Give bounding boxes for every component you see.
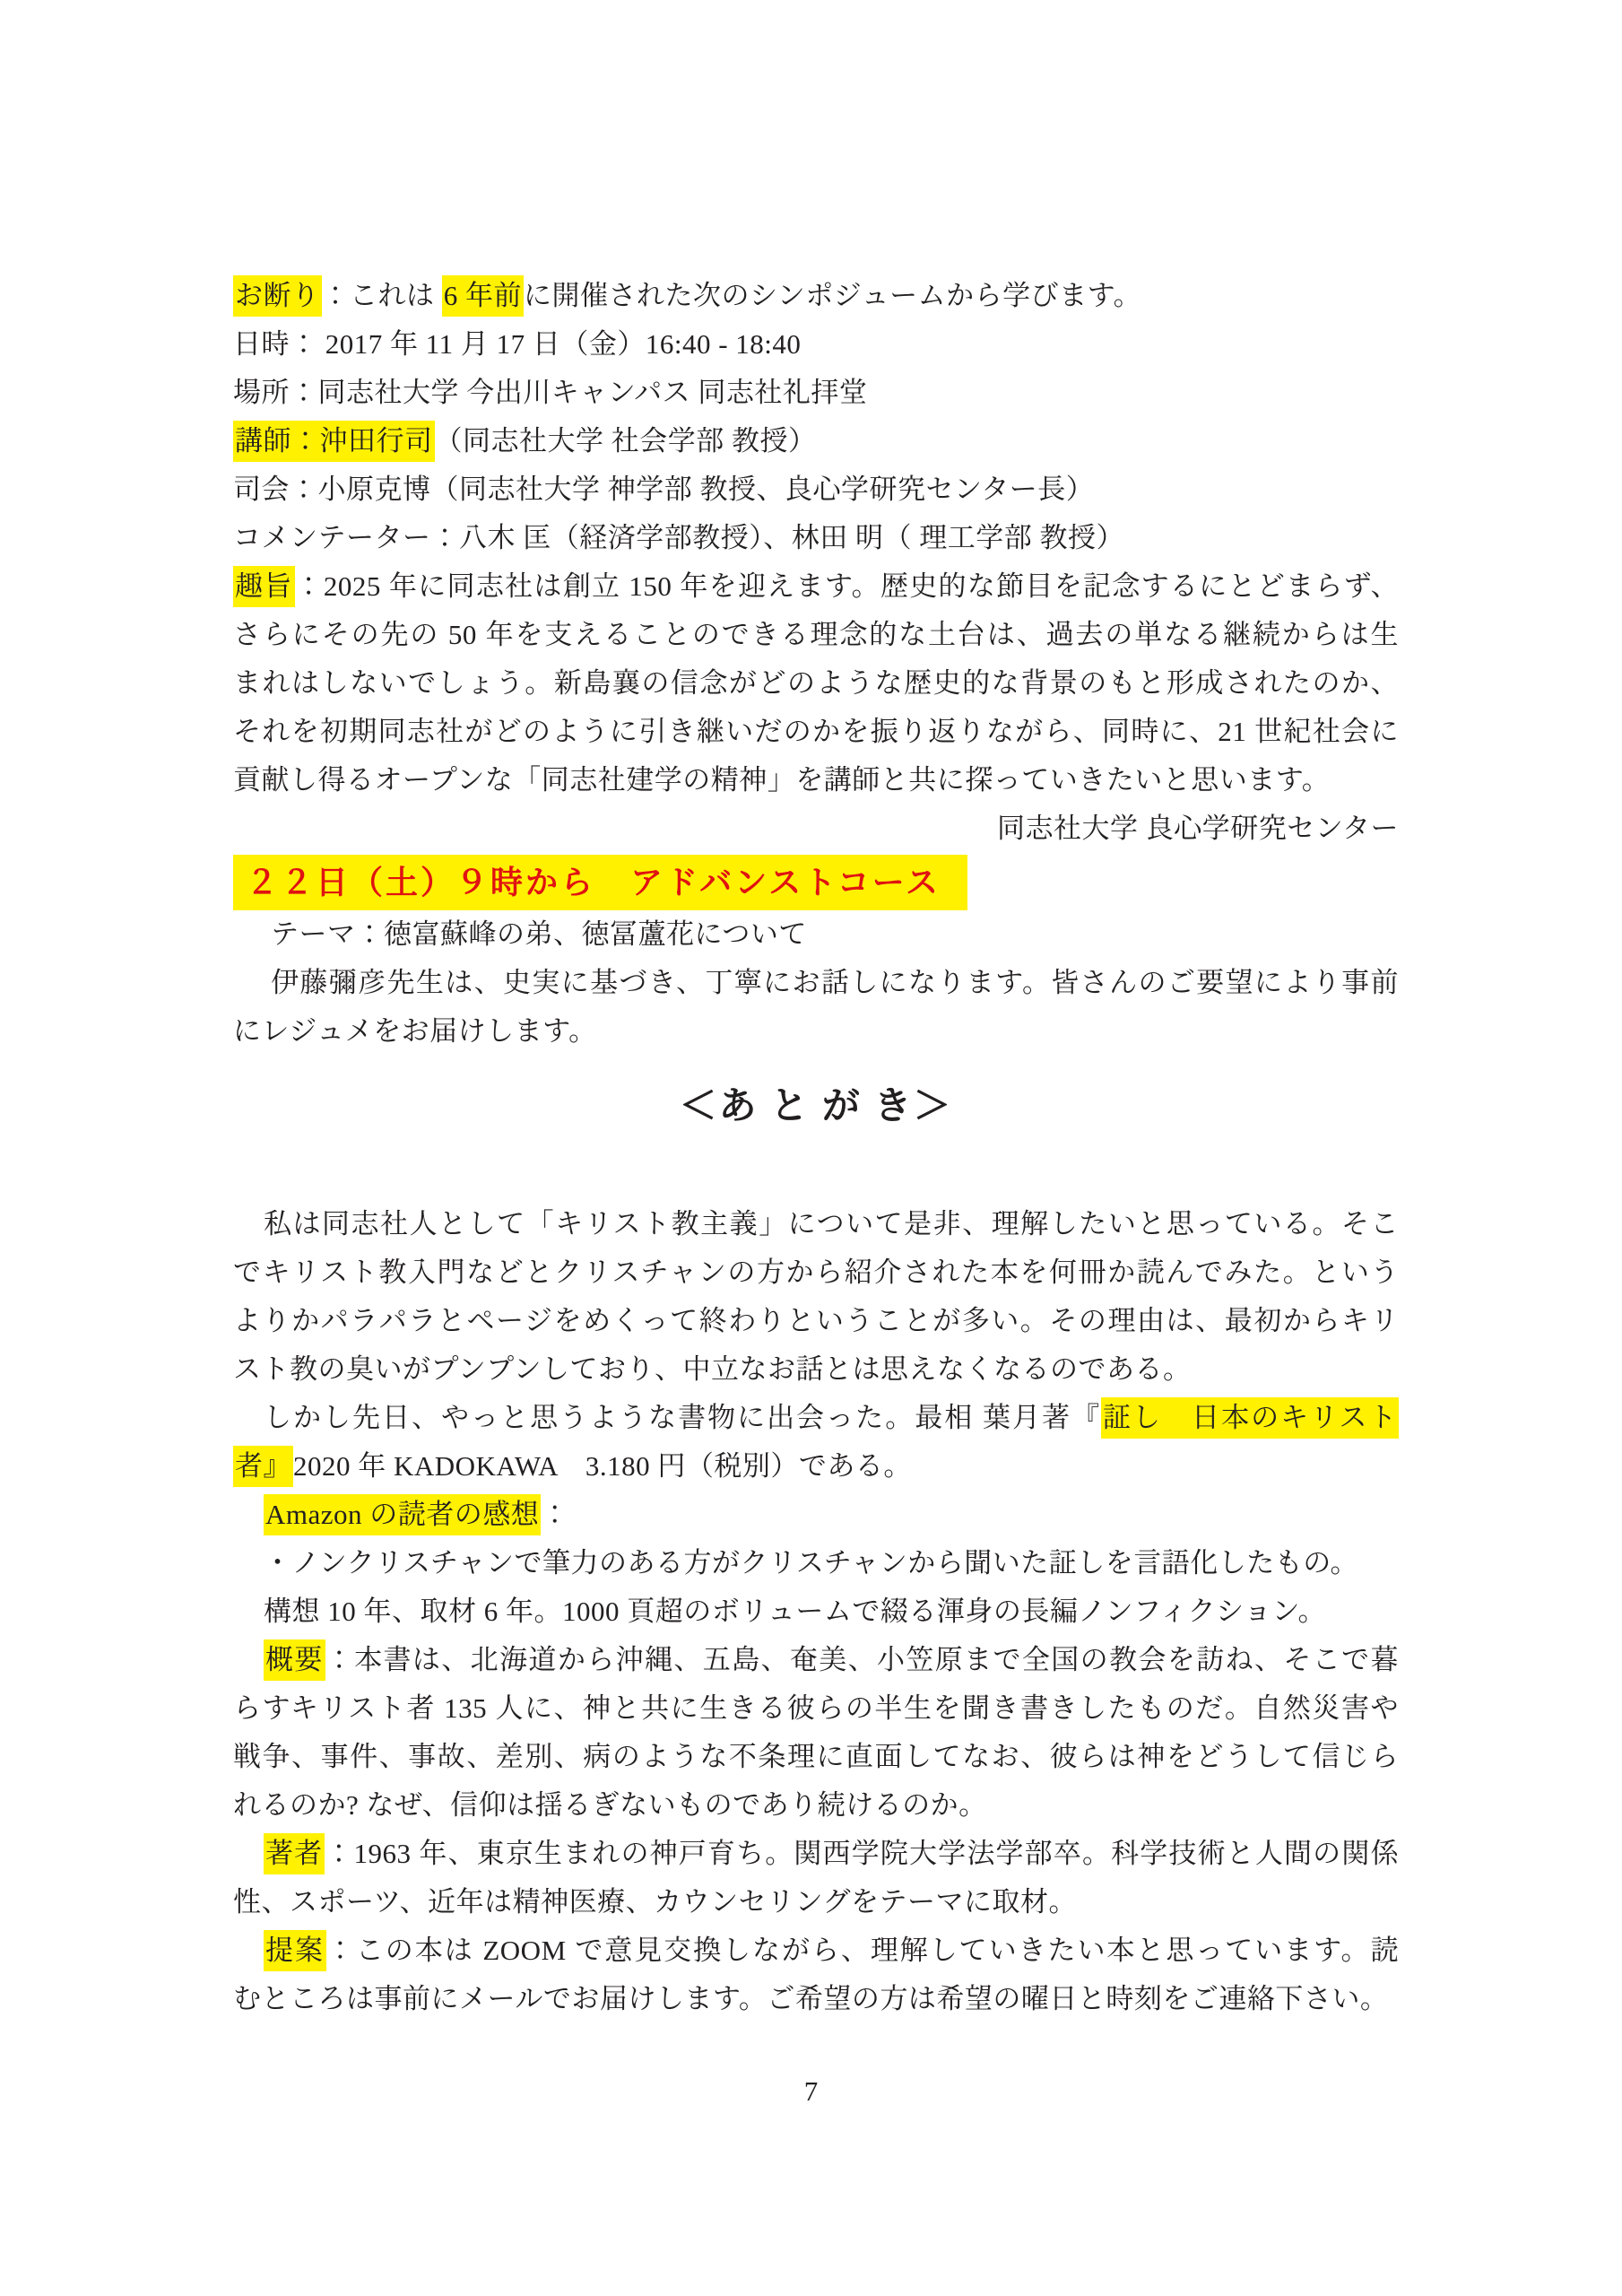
book-line [233, 1442, 1399, 1491]
highlighted-text: お断り [233, 275, 322, 317]
highlighted-text: 趣旨 [233, 566, 295, 607]
lecturer-line [233, 417, 1399, 465]
text-segment: （同志社大学 社会学部 教授） [434, 425, 817, 457]
page-number: 7 [803, 2075, 819, 2107]
text-segment: らすキリスト者 135 人に、神と共に生きる彼らの半生を聞き書きしたものだ。自然災害や [233, 1692, 1399, 1724]
text-segment: コメンテーター：八木 匡（経済学部教授）、林田 明（ 理工学部 教授） [233, 522, 1124, 553]
proposal-line [233, 1926, 1399, 1975]
afterword-line [233, 1297, 1399, 1345]
text-segment: スト教の臭いがプンプンしており、中立なお話とは思えなくなるのである。 [233, 1353, 1192, 1385]
highlighted-text: 著者 [264, 1833, 325, 1874]
highlighted-text: 提案 [264, 1930, 326, 1971]
text-segment: よりかパラパラとページをめくって終わりということが多い。その理由は、最初からキリ [233, 1305, 1399, 1336]
moderator-line [233, 465, 1399, 514]
highlighted-text: 概要 [264, 1639, 325, 1681]
author-line [233, 1878, 1399, 1926]
text-segment: 2020 年 KADOKAWA 3.180 円（税別）である。 [293, 1450, 912, 1482]
text-segment: れるのか? なぜ、信仰は揺るぎないものであり続けるのか。 [233, 1789, 987, 1821]
notice-line [233, 272, 1399, 320]
afterword-line [233, 1248, 1399, 1297]
highlighted-text: 講師：沖田行司 [233, 421, 435, 462]
credit-line [233, 804, 1399, 853]
datetime-line [233, 320, 1399, 369]
text-segment: ：これは [321, 280, 442, 311]
text-segment: 構想 10 年、取材 6 年。1000 頁超のボリュームで綴る渾身の長編ノンフィクション。 [264, 1596, 1326, 1627]
overview-line [233, 1781, 1399, 1830]
text-segment: ： [541, 1499, 569, 1530]
afterword-line [233, 1200, 1399, 1248]
text-segment: 同志社大学 良心学研究センター [996, 813, 1399, 844]
text-segment: ：この本は ZOOM で意見交換しながら、理解していきたい本と思っています。読 [325, 1935, 1400, 1966]
text-segment: 司会：小原克博（同志社大学 神学部 教授、良心学研究センター長） [233, 474, 1095, 505]
amazon-reviews-label [233, 1491, 1399, 1539]
venue-line [233, 369, 1399, 417]
text-segment: ：本書は、北海道から沖縄、五島、奄美、小笠原まで全国の教会を訪ね、そこで暮 [325, 1644, 1399, 1675]
afterword-line [233, 1345, 1399, 1394]
review-bullet-line [233, 1539, 1399, 1587]
text-segment: 私は同志社人として「キリスト教主義」について是非、理解したいと思っている。そこ [264, 1208, 1399, 1239]
text-segment: さらにその先の 50 年を支えることのできる理念的な土台は、過去の単なる継続からは生 [233, 619, 1399, 650]
text-segment: 伊藤彌彦先生は、史実に基づき、丁寧にお話しになります。皆さんのご要望により事前 [271, 967, 1399, 998]
text-segment: でキリスト教入門などとクリスチャンの方から紹介された本を何冊か読んでみた。という [233, 1257, 1399, 1288]
text-segment: まれはしないでしょう。新島襄の信念がどのような歴史的な背景のもと形成されたのか、 [233, 667, 1399, 699]
text-segment: ：2025 年に同志社は創立 150 年を迎えます。歴史的な節目を記念するにとどまらず、 [294, 570, 1399, 602]
proposal-line [233, 1975, 1399, 2023]
commentators-line [233, 514, 1399, 562]
text-segment: それを初期同志社がどのように引き継いだのかを振り返りながら、同時に、21 世紀社会に [233, 716, 1399, 747]
text-segment: むところは事前にメールでお届けします。ご希望の方は希望の曜日と時刻をご連絡下さい。 [233, 1983, 1389, 2014]
text-segment: 場所：同志社大学 今出川キャンパス 同志社礼拝堂 [233, 377, 868, 408]
text-segment: 貢献し得るオープンな「同志社建学の精神」を講師と共に探っていきたいと思います。 [233, 764, 1331, 796]
highlighted-text: Amazon の読者の感想 [264, 1494, 541, 1535]
text-segment: ：1963 年、東京生まれの神戸育ち。関西学院大学法学部卒。科学技術と人間の関係 [325, 1838, 1399, 1869]
text-segment: 戦争、事件、事故、差別、病のような不条理に直面してなお、彼らは神をどうして信じら [233, 1741, 1399, 1772]
text-segment: に開催された次のシンポジュームから学びます。 [524, 280, 1142, 311]
abstract-line [233, 659, 1399, 708]
abstract-line [233, 708, 1399, 756]
review-line [233, 1587, 1399, 1636]
overview-line [233, 1636, 1399, 1684]
book-line [233, 1394, 1399, 1442]
highlighted-text: 6 年前 [442, 275, 524, 317]
text-segment: しかし先日、やっと思うような書物に出会った。最相 葉月著『 [264, 1402, 1102, 1433]
abstract-line [233, 611, 1399, 659]
text-segment: ＜あ と が き＞ [679, 1084, 953, 1126]
overview-line [233, 1733, 1399, 1781]
text-segment: ・ノンクリスチャンで筆力のある方がクリスチャンから聞いた証しを言語化したもの。 [264, 1547, 1359, 1578]
text-segment: 日時： 2017 年 11 月 17 日（金）16:40 - 18:40 [233, 328, 802, 360]
course-note-line [233, 959, 1399, 1007]
highlighted-text: 者』 [233, 1446, 293, 1487]
overview-line [233, 1684, 1399, 1733]
text-segment: テーマ：徳富蘇峰の弟、徳冨蘆花について [271, 918, 807, 950]
theme-line [233, 910, 1399, 959]
author-line [233, 1830, 1399, 1878]
afterword-title [233, 1072, 1399, 1140]
highlighted-text: 証し 日本のキリスト [1101, 1397, 1399, 1439]
abstract-line [233, 562, 1399, 611]
text-segment: にレジュメをお届けします。 [233, 1015, 597, 1047]
highlighted-text: ２２日（土）９時から アドバンストコース [233, 855, 967, 910]
course-note-line [233, 1007, 1399, 1056]
abstract-line [233, 756, 1399, 804]
advanced-course-heading [233, 855, 1399, 910]
text-segment: 性、スポーツ、近年は精神医療、カウンセリングをテーマに取材。 [233, 1886, 1077, 1918]
